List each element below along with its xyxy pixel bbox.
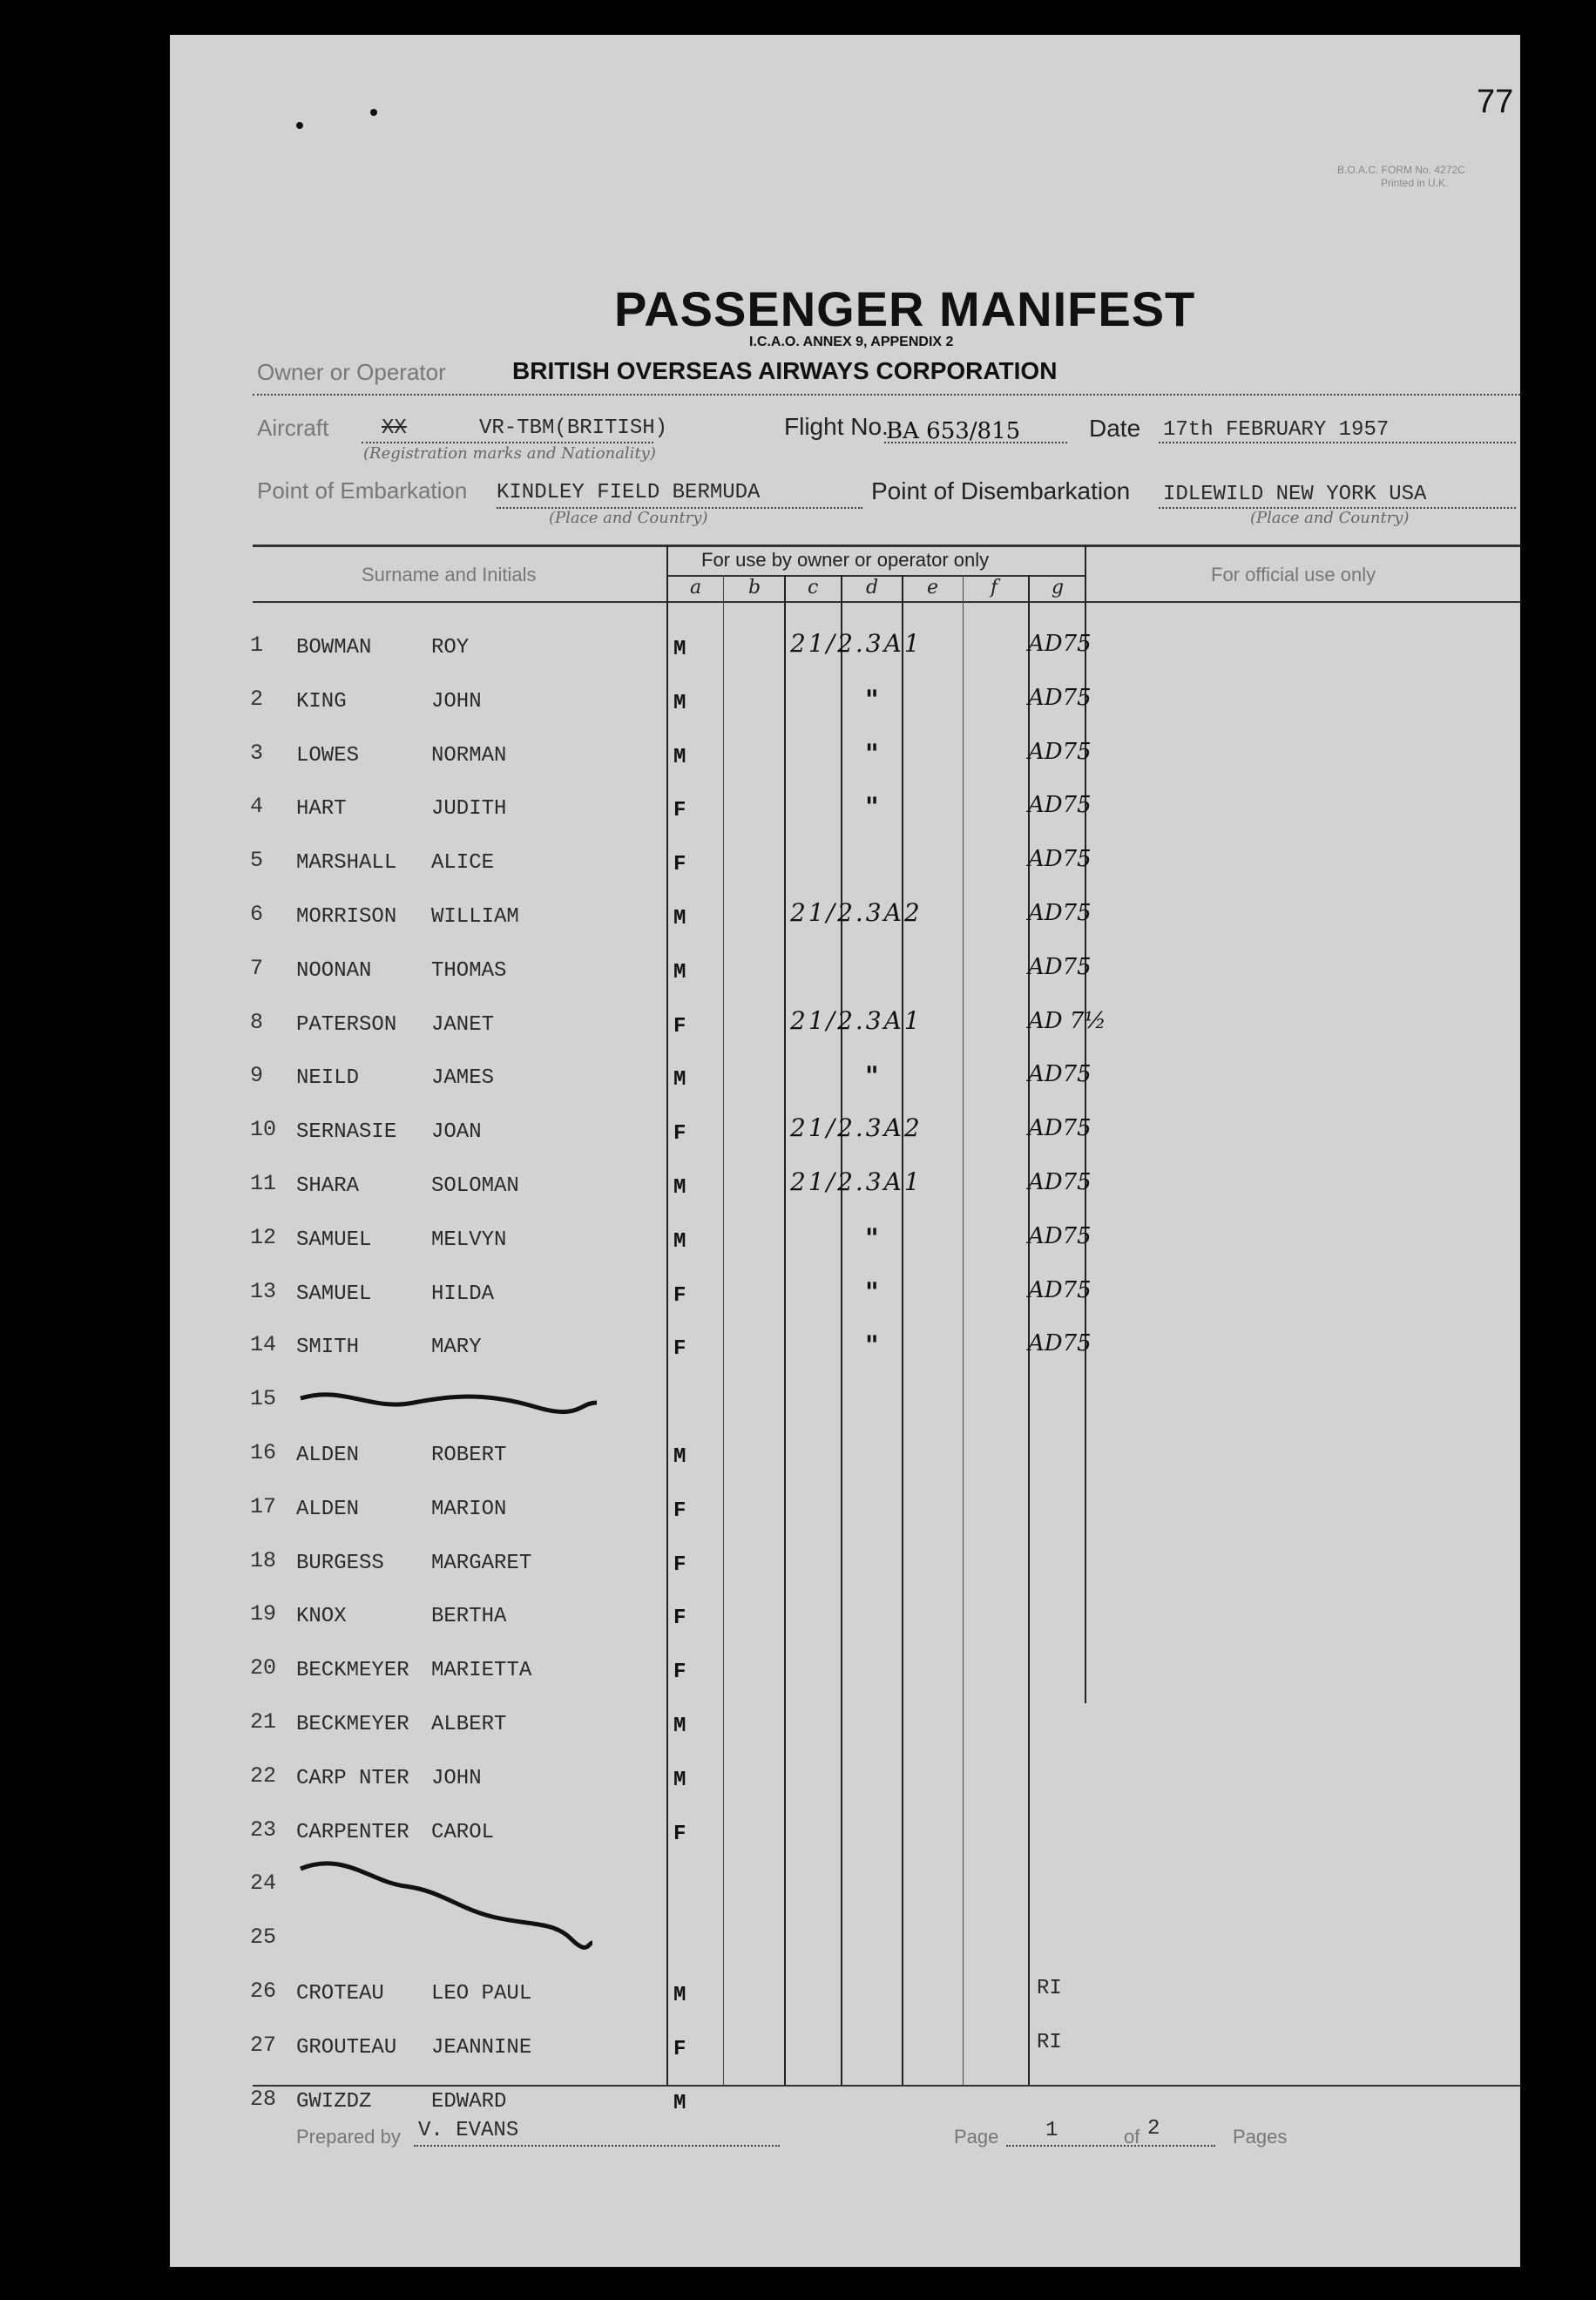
passenger-given-name: MARGARET [431, 1552, 532, 1575]
disembarkation-label: Point of Disembarkation [871, 477, 1131, 504]
of-label: of [1124, 2126, 1140, 2148]
row-number: 25 [250, 1925, 277, 1950]
row-number: 23 [250, 1817, 277, 1843]
row-number: 9 [250, 1063, 264, 1088]
passenger-given-name: WILLIAM [431, 905, 519, 929]
passenger-given-name: MARY [431, 1336, 482, 1359]
of-value: 2 [1147, 2117, 1160, 2141]
official-code: AD75 [1028, 900, 1092, 926]
row-number: 15 [250, 1386, 277, 1411]
embarkation-note: (Place and Country) [549, 509, 708, 527]
printer-note-line2: Printed in U.K. [1381, 177, 1449, 189]
aircraft-prefix: XX [382, 416, 407, 440]
official-code: AD75 [1028, 846, 1092, 872]
sex-code: M [673, 1176, 686, 1200]
official-code: AD75 [1028, 1330, 1092, 1356]
flight-label: Flight No. [784, 413, 889, 440]
passenger-surname: ALDEN [296, 1444, 360, 1467]
form-title: PASSENGER MANIFEST [614, 281, 1196, 336]
passenger-surname: CROTEAU [296, 1982, 384, 2006]
passenger-given-name: JAMES [431, 1066, 495, 1090]
route-code: 21/2.3A1 [790, 1167, 923, 1196]
column-header-b: b [748, 577, 761, 599]
sex-code: F [673, 799, 686, 822]
passenger-surname: SHARA [296, 1174, 360, 1198]
official-code: AD 7½ [1028, 1008, 1106, 1034]
passenger-given-name: LEO PAUL [431, 1982, 532, 2006]
row-number: 19 [250, 1601, 277, 1627]
row-number: 22 [250, 1763, 277, 1789]
form-subtitle: I.C.A.O. ANNEX 9, APPENDIX 2 [749, 335, 954, 349]
owner-use-header: For use by owner or operator only [701, 549, 990, 571]
disembarkation-note: (Place and Country) [1250, 509, 1410, 527]
punch-dot [296, 122, 303, 129]
passenger-given-name: JOAN [431, 1120, 482, 1144]
page-number: 77 [1477, 84, 1514, 120]
passenger-given-name: HILDA [431, 1282, 495, 1306]
sex-code: M [673, 2092, 686, 2115]
passenger-surname: SAMUEL [296, 1228, 372, 1252]
passenger-given-name: BERTHA [431, 1605, 507, 1628]
official-code: AD75 [1028, 1061, 1092, 1087]
row-number: 2 [250, 687, 264, 712]
pages-label: Pages [1233, 2126, 1288, 2148]
official-code: RI [1037, 1977, 1062, 2000]
official-code: AD75 [1028, 792, 1092, 818]
embarkation-value: KINDLEY FIELD BERMUDA [497, 481, 761, 504]
passenger-given-name: JANET [431, 1013, 495, 1037]
passenger-surname: SAMUEL [296, 1282, 372, 1306]
row-number: 13 [250, 1279, 277, 1304]
passenger-given-name: JUDITH [431, 797, 507, 821]
passenger-surname: NOONAN [296, 959, 372, 983]
sex-code: F [673, 1607, 686, 1630]
row-number: 12 [250, 1225, 277, 1250]
prepared-by-label: Prepared by [296, 2126, 401, 2148]
ditto-mark: " [865, 792, 879, 822]
sex-code: M [673, 1445, 686, 1469]
passenger-surname: BECKMEYER [296, 1713, 409, 1736]
sex-code: F [673, 1284, 686, 1308]
row-number: 20 [250, 1655, 277, 1681]
passenger-surname: LOWES [296, 744, 360, 768]
passenger-surname: MORRISON [296, 905, 397, 929]
official-code: AD75 [1028, 1223, 1092, 1249]
sex-code: M [673, 1984, 686, 2007]
official-code: AD75 [1028, 1169, 1092, 1195]
passenger-surname: GWIZDZ [296, 2090, 372, 2114]
punch-dot [370, 109, 377, 116]
row-number: 7 [250, 956, 264, 981]
row-number: 28 [250, 2087, 277, 2112]
column-header-a: a [690, 577, 702, 599]
passenger-given-name: ROY [431, 636, 470, 660]
route-code: 21/2.3A1 [790, 1006, 923, 1035]
strike-row-15 [292, 1377, 605, 1420]
sex-code: M [673, 746, 686, 769]
sex-code: F [673, 1661, 686, 1684]
passenger-given-name: MELVYN [431, 1228, 507, 1252]
passenger-surname: BURGESS [296, 1552, 384, 1575]
route-code: 21/2.3A2 [790, 898, 923, 927]
row-number: 8 [250, 1010, 264, 1035]
passenger-given-name: THOMAS [431, 959, 507, 983]
passenger-given-name: JOHN [431, 1767, 482, 1790]
passenger-given-name: JEANNINE [431, 2036, 532, 2060]
ditto-mark: " [865, 1277, 879, 1308]
row-number: 17 [250, 1494, 277, 1519]
passenger-given-name: ALICE [431, 851, 495, 875]
column-header-g: g [1052, 577, 1065, 599]
sex-code: F [673, 853, 686, 876]
passenger-surname: SERNASIE [296, 1120, 397, 1144]
owner-value: BRITISH OVERSEAS AIRWAYS CORPORATION [512, 357, 1058, 384]
passenger-surname: BOWMAN [296, 636, 372, 660]
passenger-given-name: JOHN [431, 690, 482, 714]
column-header-d: d [866, 577, 879, 599]
ditto-mark: " [865, 685, 879, 715]
official-code: AD75 [1028, 739, 1092, 765]
sex-code: M [673, 638, 686, 661]
passenger-surname: ALDEN [296, 1498, 360, 1521]
passenger-surname: PATERSON [296, 1013, 397, 1037]
row-number: 3 [250, 741, 264, 766]
official-code: AD75 [1028, 631, 1092, 657]
passenger-given-name: EDWARD [431, 2090, 507, 2114]
prepared-by-value: V. EVANS [418, 2119, 519, 2142]
passenger-surname: KNOX [296, 1605, 347, 1628]
sex-code: F [673, 1823, 686, 1846]
page-label: Page [954, 2126, 999, 2148]
sex-code: M [673, 1068, 686, 1092]
sex-code: F [673, 1499, 686, 1523]
ditto-mark: " [865, 1330, 879, 1361]
manifest-sheet [170, 35, 1520, 2267]
page-value: 1 [1045, 2119, 1058, 2142]
row-number: 6 [250, 902, 264, 927]
sex-code: F [673, 1015, 686, 1038]
official-code: AD75 [1028, 954, 1092, 980]
aircraft-note: (Registration marks and Nationality) [363, 444, 656, 463]
row-number: 4 [250, 794, 264, 819]
passenger-given-name: ALBERT [431, 1713, 507, 1736]
row-number: 21 [250, 1709, 277, 1735]
passenger-surname: NEILD [296, 1066, 360, 1090]
route-code: 21/2.3A2 [790, 1113, 923, 1142]
route-code: 21/2.3A1 [790, 629, 923, 658]
passenger-surname: HART [296, 797, 347, 821]
aircraft-label: Aircraft [257, 415, 329, 441]
sex-code: F [673, 1337, 686, 1361]
row-number: 10 [250, 1117, 277, 1142]
sex-code: M [673, 961, 686, 984]
disembarkation-value: IDLEWILD NEW YORK USA [1163, 483, 1427, 506]
official-code: AD75 [1028, 1115, 1092, 1141]
passenger-surname: MARSHALL [296, 851, 397, 875]
passenger-surname: SMITH [296, 1336, 360, 1359]
passenger-given-name: MARION [431, 1498, 507, 1521]
row-number: 11 [250, 1171, 277, 1196]
sex-code: M [673, 1715, 686, 1738]
ditto-mark: " [865, 739, 879, 769]
passenger-given-name: ROBERT [431, 1444, 507, 1467]
strike-row-24 [292, 1847, 605, 1952]
passenger-given-name: CAROL [431, 1821, 495, 1844]
passenger-given-name: SOLOMAN [431, 1174, 519, 1198]
owner-label: Owner or Operator [257, 359, 446, 385]
row-number: 16 [250, 1440, 277, 1465]
sex-code: F [673, 1122, 686, 1146]
date-value: 17th FEBRUARY 1957 [1163, 418, 1390, 442]
column-header-e: e [927, 577, 939, 599]
row-number: 1 [250, 632, 264, 658]
row-number: 24 [250, 1870, 277, 1896]
official-use-header: For official use only [1211, 564, 1376, 585]
passenger-surname: KING [296, 690, 347, 714]
column-header-f: f [991, 577, 998, 599]
aircraft-value: VR-TBM(BRITISH) [479, 416, 668, 440]
passenger-given-name: MARIETTA [431, 1659, 532, 1682]
date-label: Date [1089, 415, 1141, 442]
sex-code: M [673, 692, 686, 715]
printer-note-line1: B.O.A.C. FORM No. 4272C [1337, 164, 1465, 176]
ditto-mark: " [865, 1061, 879, 1092]
sex-code: M [673, 1230, 686, 1254]
official-code: AD75 [1028, 685, 1092, 711]
row-number: 27 [250, 2033, 277, 2058]
sex-code: F [673, 1553, 686, 1577]
sex-code: M [673, 1769, 686, 1792]
official-code: RI [1037, 2031, 1062, 2054]
passenger-surname: BECKMEYER [296, 1659, 409, 1682]
passenger-given-name: NORMAN [431, 744, 507, 768]
ditto-mark: " [865, 1223, 879, 1254]
row-number: 26 [250, 1979, 277, 2004]
surname-header: Surname and Initials [362, 564, 537, 585]
embarkation-label: Point of Embarkation [257, 477, 468, 504]
official-code: AD75 [1028, 1277, 1092, 1303]
sex-code: F [673, 2038, 686, 2061]
row-number: 18 [250, 1548, 277, 1573]
row-number: 5 [250, 848, 264, 873]
flight-value: BA 653/815 [886, 418, 1021, 444]
passenger-surname: CARP NTER [296, 1767, 409, 1790]
row-number: 14 [250, 1332, 277, 1357]
sex-code: M [673, 907, 686, 930]
column-header-c: c [808, 577, 819, 599]
passenger-surname: GROUTEAU [296, 2036, 397, 2060]
passenger-surname: CARPENTER [296, 1821, 409, 1844]
